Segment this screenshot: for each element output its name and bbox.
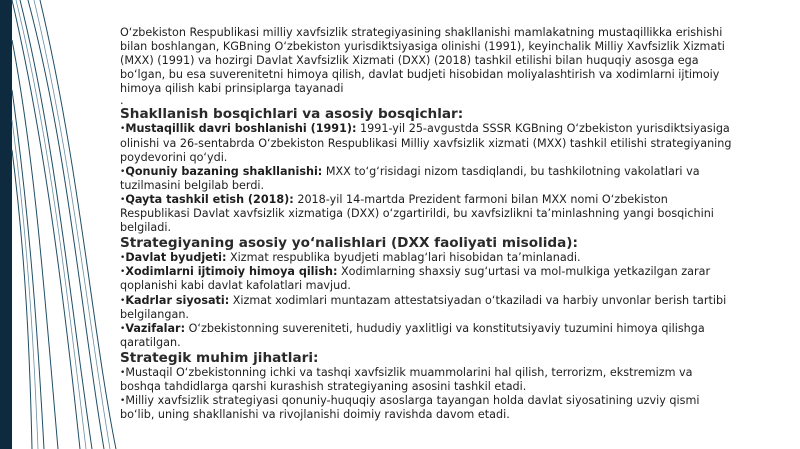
bullet-icon: • — [120, 323, 126, 334]
item-text: 1991-yil 25-avgustda SSSR KGBning O‘zbekiston yurisdiktsiyasiga olinishi va 26-sentabrda O‘zbekiston Respublikasi Milliy xavfsizlik xizmati (MXX) tashkil etilishi strategiyaning poydevorini qo‘ydi. — [120, 122, 732, 164]
list-item — [120, 193, 736, 235]
item-label: Qonuniy bazaning shakllanishi: — [125, 164, 323, 178]
item-text: O‘zbekistonning suvereniteti, hududiy yaxlitligi va konstitutsiyaviy tuzumini himoya qilishga qaratilgan. — [120, 321, 705, 349]
list-item — [120, 165, 736, 193]
list-item — [120, 322, 736, 350]
item-label: Kadrlar siyosati: — [125, 293, 230, 307]
list-item — [120, 122, 736, 164]
item-label: Davlat byudjeti: — [125, 251, 227, 265]
list-item — [120, 366, 736, 394]
bullet-icon: • — [120, 194, 126, 205]
item-text: Mustaqil O‘zbekistonning ichki va tashqi xavfsizlik muammolarini hal qilish, terrorizm, ekstremizm va boshqa tahdidlarga qarshi kurashish strategiyaning asosini tashkil etadi. — [120, 365, 693, 393]
bullet-icon: • — [120, 367, 126, 378]
item-label: Qayta tashkil etish (2018): — [125, 192, 294, 206]
item-label: Vazifalar: — [125, 321, 186, 335]
item-text: Xizmat respublika byudjeti mablag‘lari hisobidan ta’minlanadi. — [226, 251, 581, 265]
list-item — [120, 251, 736, 265]
bullet-icon: • — [120, 253, 126, 264]
item-text: MXX to‘g‘risidagi nizom tasdiqlandi, bu tashkilotning vakolatlari va tuzilmasini belgilab berdi. — [120, 164, 700, 192]
section-heading: Strategiyaning asosiy yo‘nalishlari (DXX faoliyati misolida): — [120, 235, 578, 252]
bullet-icon: • — [120, 396, 126, 407]
section-heading: Shakllanish bosqichlari va asosiy bosqichlar: — [120, 106, 464, 123]
bullet-icon: • — [120, 166, 126, 177]
item-text: Xizmat xodimlari muntazam attestatsiyadan o‘tkaziladi va harbiy unvonlar berish tartibi belgilangan. — [120, 293, 727, 321]
section-heading: Strategik muhim jihatlari: — [120, 349, 319, 366]
list-item — [120, 294, 736, 322]
bullet-icon: • — [120, 295, 126, 306]
bullet-icon: • — [120, 267, 126, 278]
list-item — [120, 394, 736, 422]
item-label: Xodimlarni ijtimoiy himoya qilish: — [125, 265, 338, 279]
bullet-icon: • — [120, 124, 126, 135]
decorative-curves — [0, 0, 130, 449]
intro-paragraph: O‘zbekiston Respublikasi milliy xavfsizlik strategiyasining shakllanishi mamlakatning mustaqillikka erishishi bilan boshlangan, KGBning O‘zbekiston yurisdiktsiyasiga olinishi (1991), keyinchalik Milliy Xavfsizlik Xizmati (MXX) (1991) va hozirgi Davlat Xavfsizlik Xizmati (DXX) (2018) tashkil etilishi bilan huquqiy asosga ega bo‘lgan, bu esa suverenitetni himoya qilish, davlat budjeti hisobidan moliyalashtirish va xodimlarni ijtimoiy himoya qilish kabi prinsiplarga tayanadi — [120, 26, 725, 96]
item-label: Mustaqillik davri boshlanishi (1991): — [125, 122, 357, 136]
item-text: Milliy xavfsizlik strategiyasi qonuniy-huquqiy asoslarga tayangan holda davlat siyosatining uzviy qismi bo‘lib, uning shakllanishi va rivojlanishi doimiy ravishda davom etadi. — [120, 394, 700, 422]
document-body — [120, 26, 736, 422]
item-text: Xodimlarning shaxsiy sug‘urtasi va mol-mulkiga yetkazilgan zarar qoplanishi kabi davlat kafolatlari mavjud. — [120, 265, 711, 293]
item-text: 2018-yil 14-martda Prezident farmoni bilan MXX nomi O‘zbekiston Respublikasi Davlat xavfsizlik xizmatiga (DXX) o‘zgartirildi, bu xavfsizlikni ta’minlashning yangi bosqichini belgiladi. — [120, 192, 714, 235]
list-item — [120, 265, 736, 293]
intro-trailing-dot: . — [120, 94, 124, 108]
